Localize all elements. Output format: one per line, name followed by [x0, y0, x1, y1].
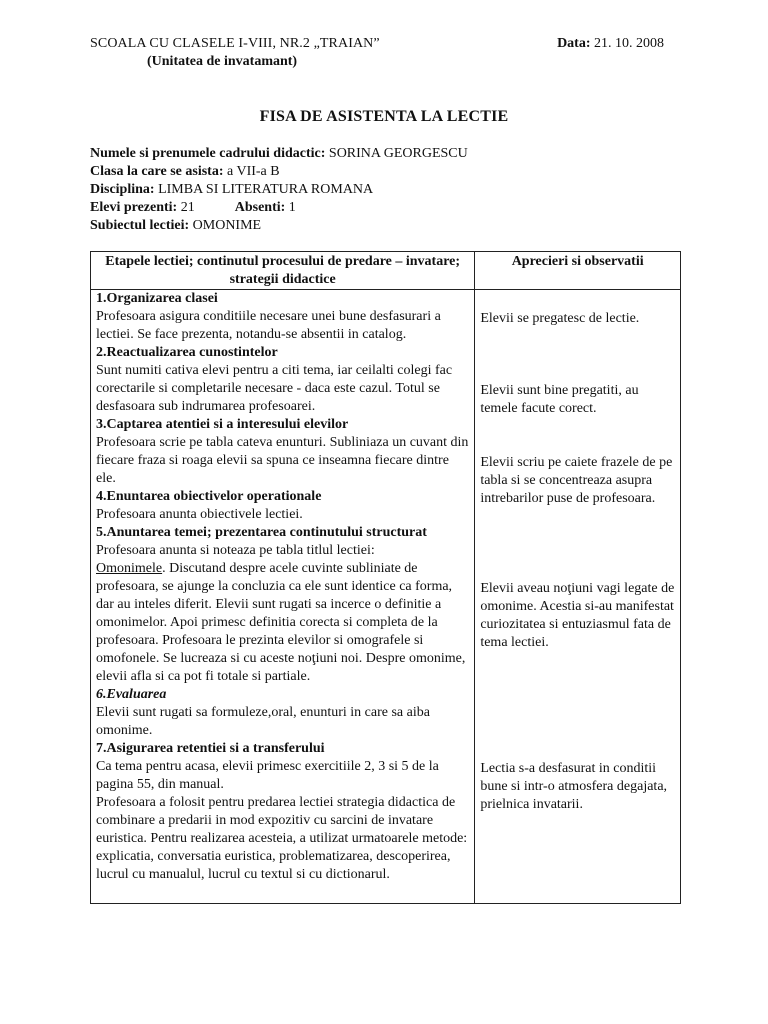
table-row — [91, 290, 681, 904]
date-label: Data: — [557, 36, 591, 51]
observation-5: Lectia s-a desfasurat in conditii bune si intr-o atmosfera degajata, prielnica invatarii. — [480, 761, 668, 812]
absent-value: 1 — [285, 200, 296, 215]
stage-3-title: 3.Captarea atentiei si a interesului elevilor — [96, 417, 349, 432]
present-label: Elevi prezenti: — [90, 200, 178, 215]
observation-3: Elevii scriu pe caiete frazele de pe tabla si se concentreaza asupra intrebarilor puse de profesoara. — [480, 455, 673, 506]
subject-line — [90, 217, 468, 235]
date-line — [557, 36, 664, 52]
stage-2-text: Sunt numiti cativa elevi pentru a citi tema, iar ceilalti colegi fac corectarile si completarile necesare - daca este cazul. Totul se desfasoara sub indrumarea profesoarei. — [96, 363, 453, 414]
teacher-label: Numele si prenumele cadrului didactic: — [90, 146, 326, 161]
stage-3-text: Profesoara scrie pe tabla cateva enunturi. Subliniaza un cuvant din fiecare fraza si roaga elevii sa spuna ce inseamna fiecare dintre ele. — [96, 435, 469, 486]
stage-2-title: 2.Reactualizarea cunostintelor — [96, 345, 278, 360]
observation-1: Elevii se pregatesc de lectie. — [480, 311, 640, 326]
school-name: SCOALA CU CLASELE I-VIII, NR.2 „TRAIAN” — [90, 36, 380, 51]
observation-2: Elevii sunt bine pregatiti, au temele facute corect. — [480, 383, 639, 416]
absent-label: Absenti: — [234, 200, 286, 215]
lesson-table — [90, 251, 681, 904]
stage-1-text: Profesoara asigura conditiile necesare unei bune desfasurari a lectiei. Se face prezenta, notandu-se absentii in catalog. — [96, 309, 441, 342]
attendance-line — [90, 199, 468, 217]
stage-7-title: 7.Asigurarea retentiei si a transferului — [96, 741, 325, 756]
stage-6-title: 6.Evaluarea — [96, 687, 167, 702]
column-header-stages: Etapele lectiei; continutul procesului de predare – invatare; strategii didactice — [91, 252, 475, 290]
discipline-line — [90, 181, 468, 199]
stage-5-text-intro: Profesoara anunta si noteaza pe tabla titlul lectiei: — [96, 543, 375, 558]
discipline-label: Disciplina: — [90, 182, 155, 197]
discipline-value: LIMBA SI LITERATURA ROMANA — [154, 182, 374, 197]
class-value: a VII-a B — [223, 164, 280, 179]
stage-4-title: 4.Enuntarea obiectivelor operationale — [96, 489, 322, 504]
date-value: 21. 10. 2008 — [590, 36, 664, 51]
lesson-info — [90, 145, 468, 235]
teacher-value: SORINA GEORGESCU — [325, 146, 468, 161]
unit-caption: (Unitatea de invatamant) — [147, 54, 298, 69]
document-title: FISA DE ASISTENTA LA LECTIE — [259, 108, 509, 125]
stage-1-title: 1.Organizarea clasei — [96, 291, 218, 306]
teacher-line — [90, 145, 468, 163]
stage-5-title: 5.Anuntarea temei; prezentarea continutului structurat — [96, 525, 427, 540]
subject-value: OMONIME — [189, 218, 262, 233]
stage-4-text: Profesoara anunta obiectivele lectiei. — [96, 507, 303, 522]
class-line — [90, 163, 468, 181]
stages-cell — [91, 290, 475, 904]
stage-7-strategy: Profesoara a folosit pentru predarea lectiei strategia didactica de combinare a predarii in mod expozitiv cu sarcini de invatare euristica. Pentru realizarea acesteia, a utilizat urmatoarele metode: explicatia, conversatia euristica, problematizarea, descoperirea, lucrul cu manualul, lucrul cu textul si cu dictionarul. — [96, 795, 468, 882]
table-header-row — [91, 252, 681, 290]
stage-7-homework: Ca tema pentru acasa, elevii primesc exercitiile 2, 3 si 5 de la pagina 55, din manual. — [96, 759, 439, 792]
stage-5-text — [96, 542, 470, 686]
header-row — [90, 36, 666, 54]
column-header-observations: Aprecieri si observatii — [475, 252, 681, 290]
stage-5-underlined-term: Omonimele — [96, 561, 163, 576]
stage-5-text-body: . Discutand despre acele cuvinte subliniate de profesoara, se ajunge la concluzia ca ele sunt identice ca forma, dar au inteles diferit. Elevii sunt rugati sa incerce o definitie a omonimelor. Apoi primesc definitia corecta si completa de la profesoara. Profesoara le prezinta elevilor si omografele si omofonele. Se lucreaza si cu aceste noţiuni noi. Despre omonime, elevii afla si ca pot fi totale si partiale. — [96, 561, 466, 684]
stage-6-text: Elevii sunt rugati sa formuleze,oral, enunturi in care sa aiba omonime. — [96, 705, 430, 738]
present-value: 21 — [177, 200, 195, 215]
observations-cell — [475, 290, 681, 904]
class-label: Clasa la care se asista: — [90, 164, 224, 179]
subject-label: Subiectul lectiei: — [90, 218, 190, 233]
observation-4: Elevii aveau noţiuni vagi legate de omonime. Acestia si-au manifestat curiozitatea si entuziasmul fata de tema lectiei. — [480, 581, 675, 650]
